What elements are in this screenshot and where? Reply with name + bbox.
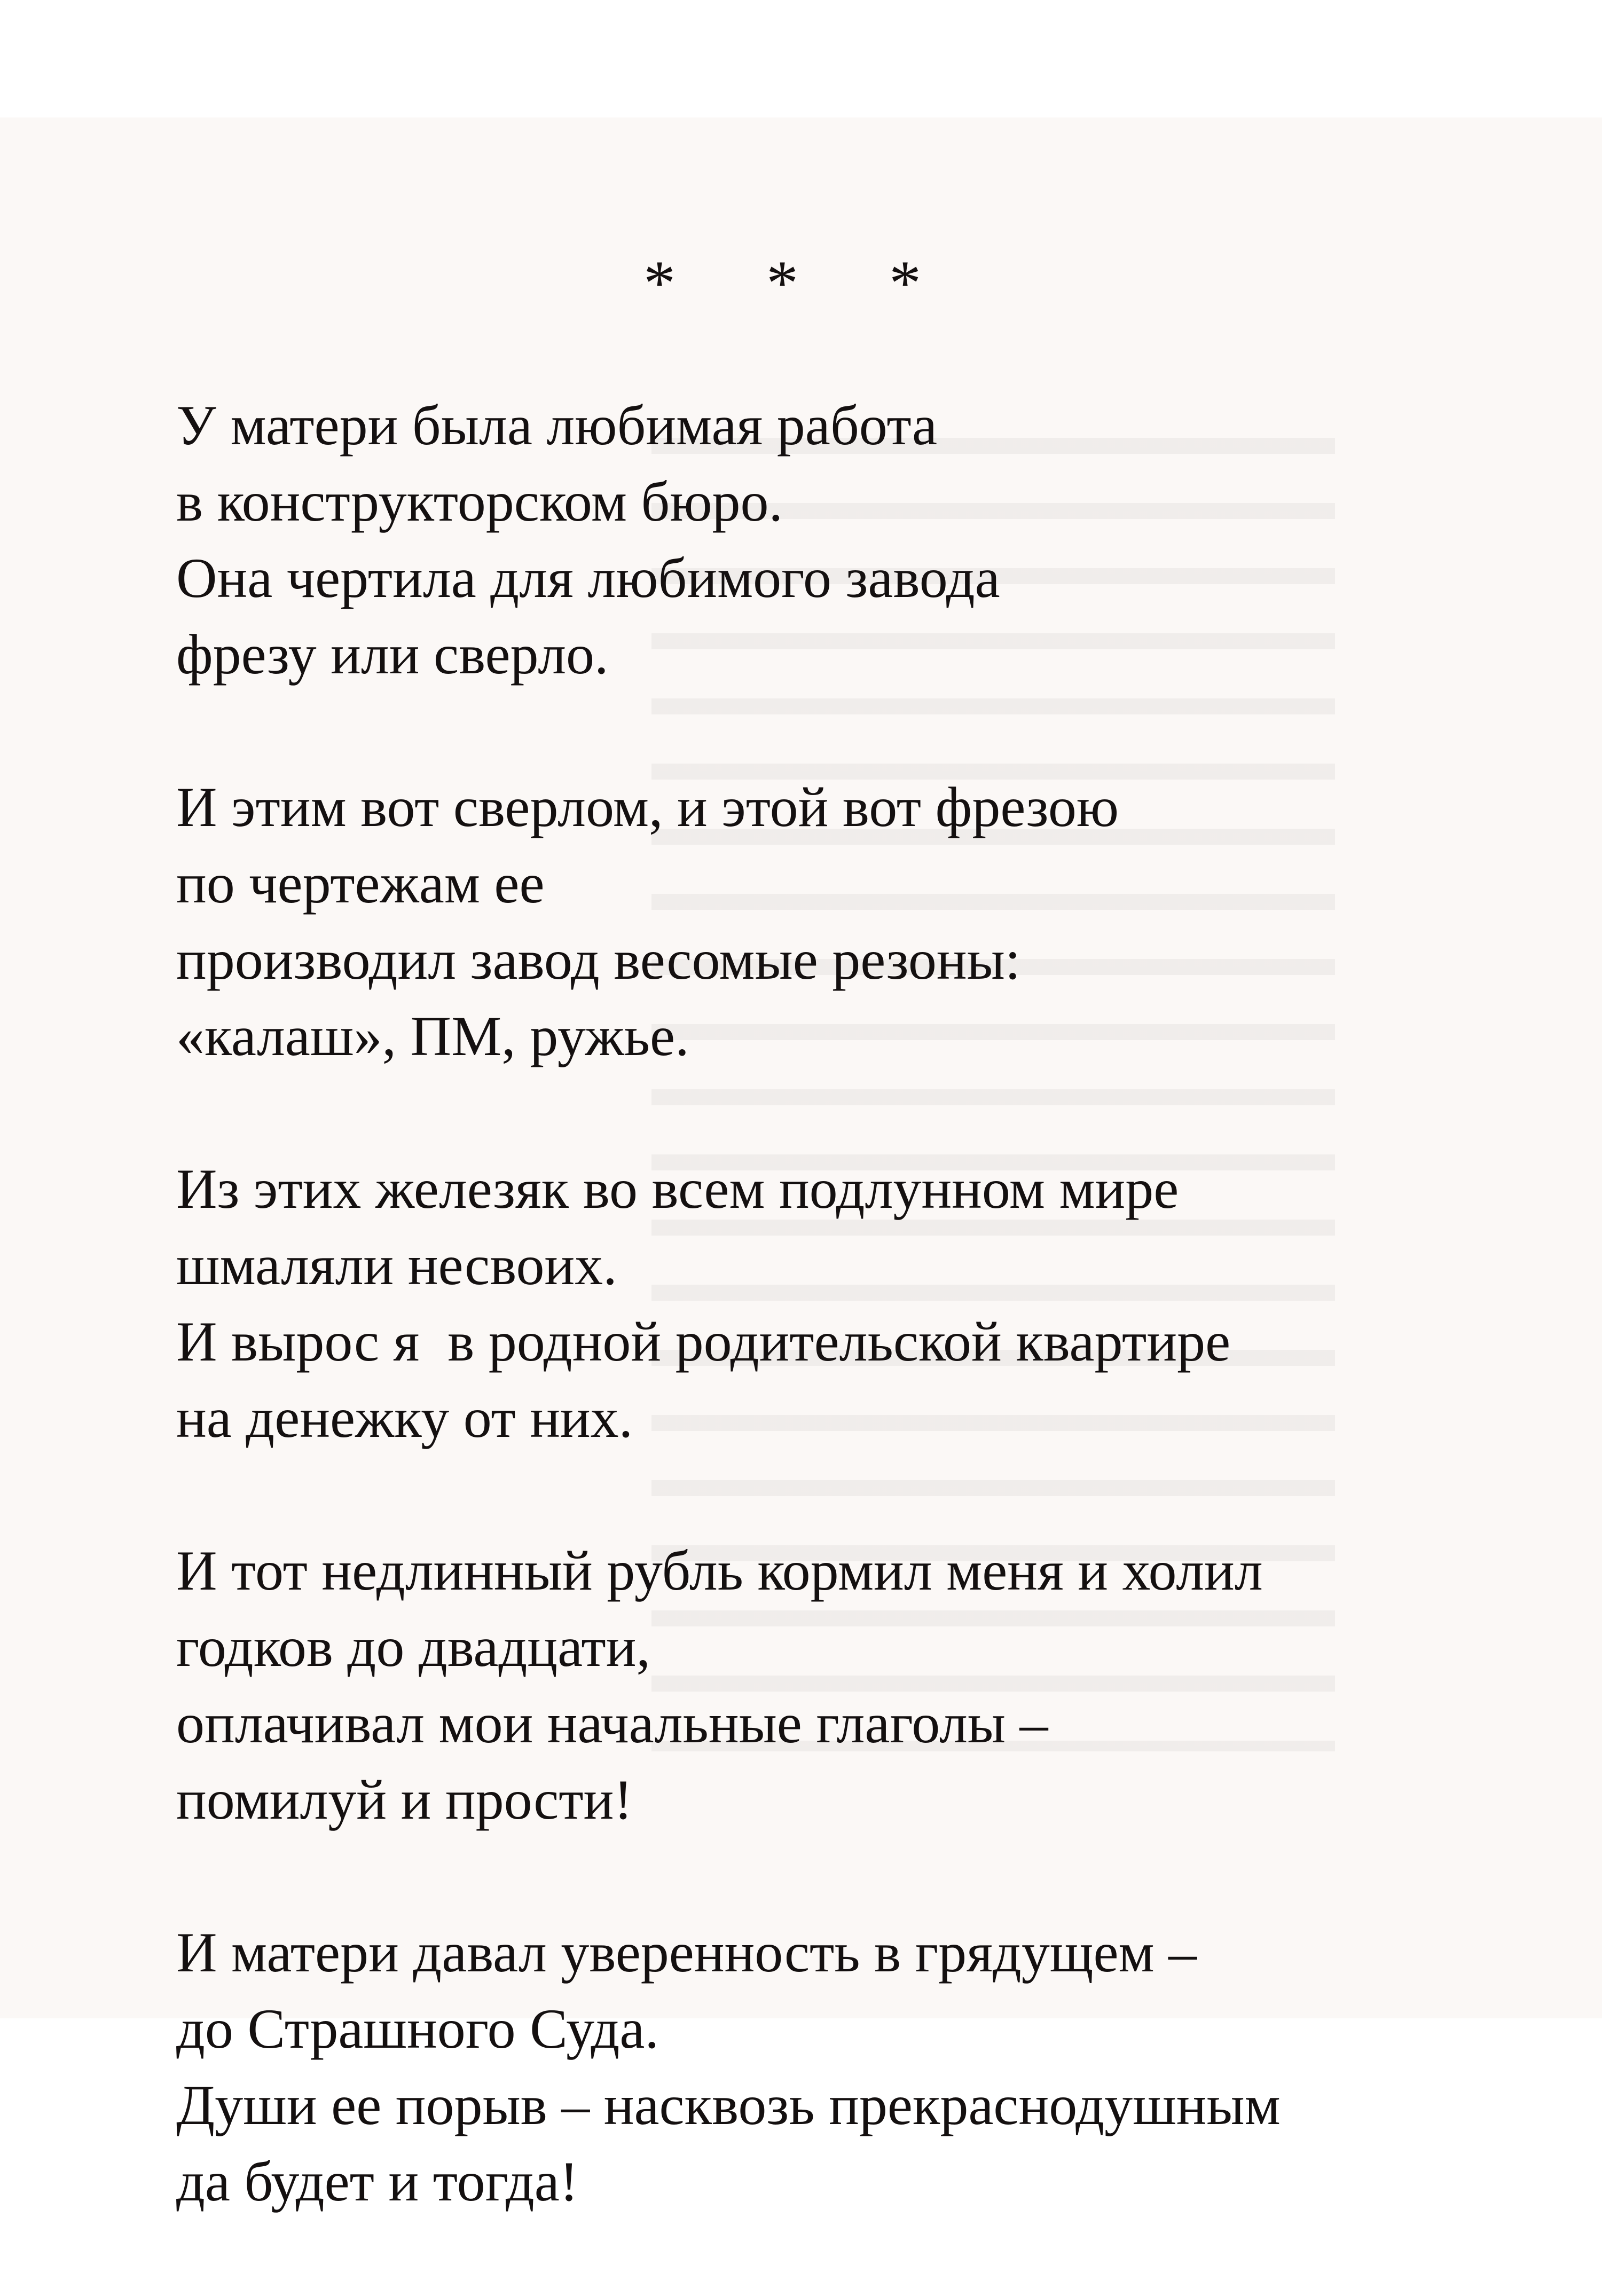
poem-line: Из этих железяк во всем подлунном мире [176, 1158, 1179, 1220]
poem-line: Души ее порыв – насквозь прекраснодушным [176, 2074, 1281, 2136]
stanza-2 [176, 769, 1511, 1074]
stanza-3 [176, 1151, 1511, 1456]
poem-line: на денежку от них. [176, 1387, 633, 1449]
poem-line: производил завод весомые резоны: [176, 929, 1021, 991]
poem-line: У матери была любимая работа [176, 394, 938, 457]
poem-line: да будет и тогда! [176, 2150, 579, 2213]
poem-line: фрезу или сверло. [176, 623, 609, 686]
poem-line: И матери давал уверенность в грядущем – [176, 1921, 1197, 1984]
poem-line: И этим вот сверлом, и этой вот фрезою [176, 776, 1119, 838]
book-page [0, 117, 1602, 2213]
poem-line: Она чертила для любимого завода [176, 547, 1000, 609]
poem-line: по чертежам ее [176, 852, 545, 915]
poem-line: И тот недлинный рубль кормил меня и холил [176, 1539, 1263, 1602]
stanza-1 [176, 387, 1511, 693]
stanza-4 [176, 1532, 1511, 1838]
stanza-5 [176, 1914, 1511, 2220]
poem-line: И вырос я в родной родительской квартире [176, 1310, 1231, 1373]
poem-line: «калаш», ПМ, ружье. [176, 1005, 689, 1067]
stanza-ornament: * * * [643, 247, 959, 318]
poem-line: до Страшного Суда. [176, 1998, 659, 2060]
poem-line: шмаляли несвоих. [176, 1234, 617, 1296]
poem [176, 387, 1511, 2296]
poem-line: в конструкторском бюро. [176, 470, 783, 533]
poem-line: оплачивал мои начальные глаголы – [176, 1692, 1048, 1755]
poem-line: помилуй и прости! [176, 1768, 633, 1831]
poem-line: годков до двадцати, [176, 1616, 650, 1678]
